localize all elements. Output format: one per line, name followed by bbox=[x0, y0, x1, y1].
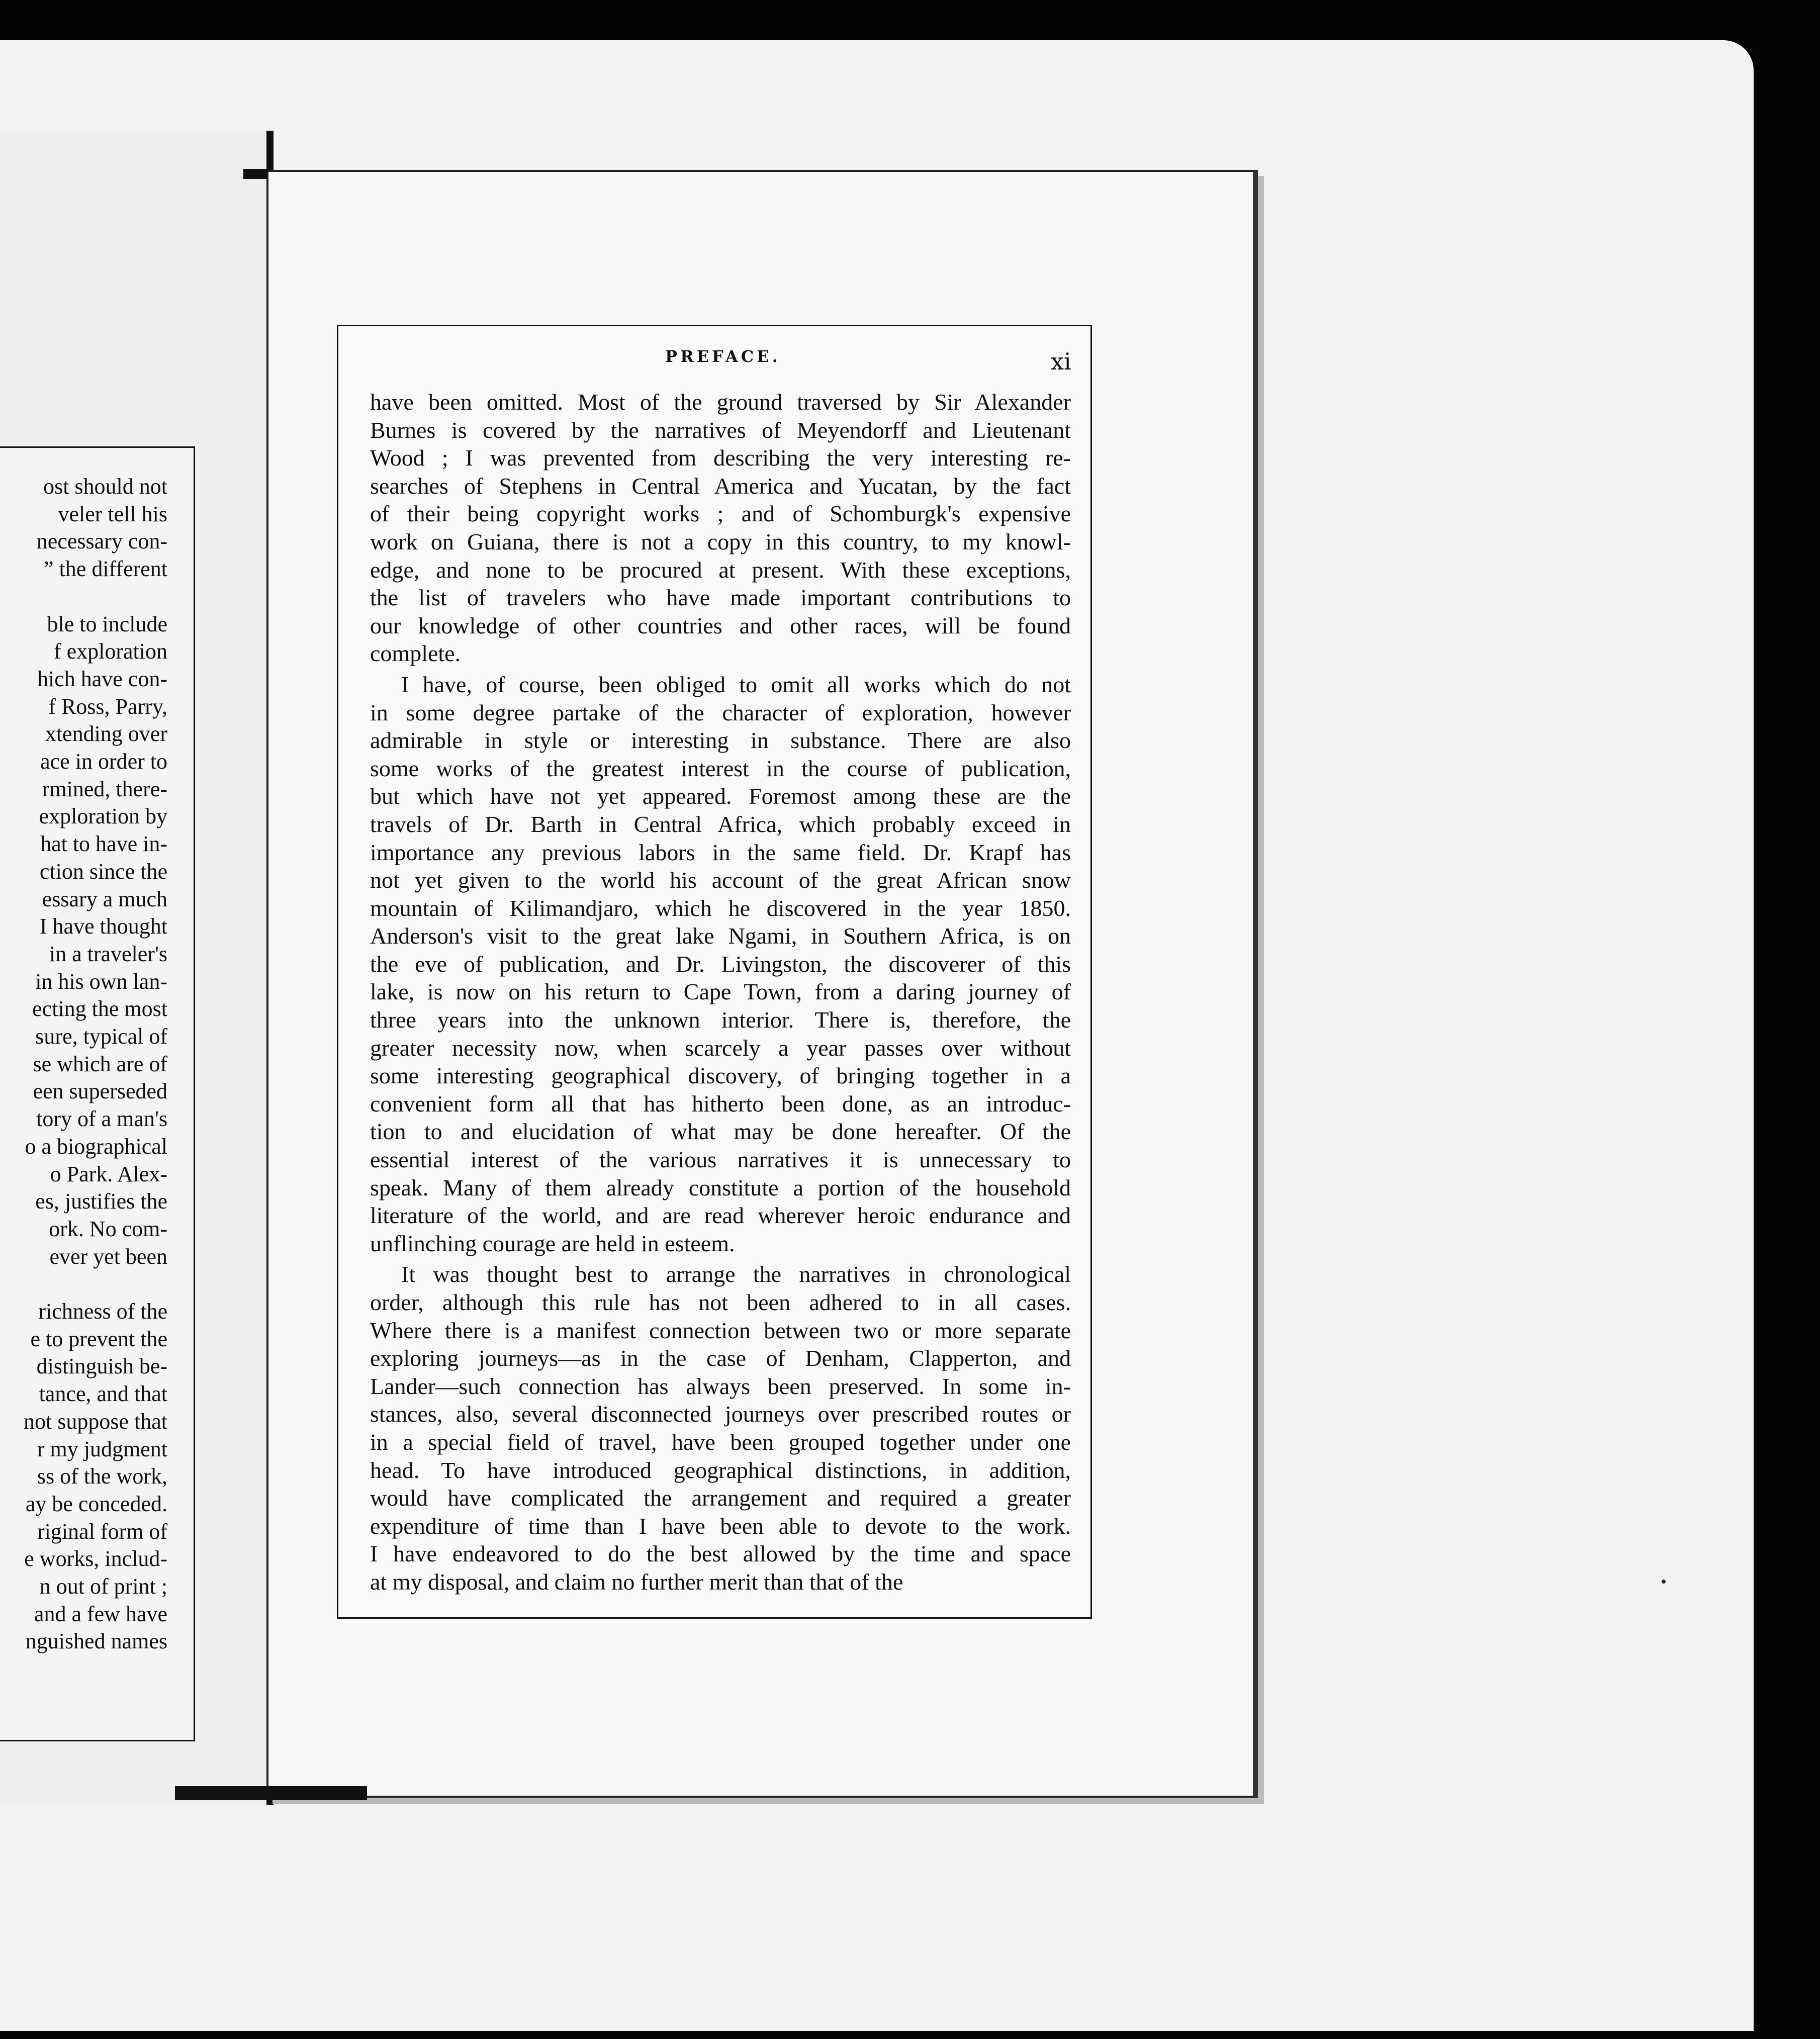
left-page-line: ay be conceded. bbox=[25, 1491, 167, 1516]
text-line: in a special field of travel, have been grouped together under one bbox=[370, 1429, 1071, 1455]
text-line: of their being copyright works ; and of Schomburgk's expensive bbox=[370, 501, 1071, 527]
left-page-line: r my judgment bbox=[37, 1436, 167, 1461]
left-page bbox=[0, 131, 274, 1805]
binding-edge bbox=[243, 169, 267, 179]
text-line: tion to and elucidation of what may be done hereafter. Of the bbox=[370, 1119, 1071, 1145]
text-line: would have complicated the arrangement and required a greater bbox=[370, 1485, 1071, 1511]
text-line: some works of the greatest interest in the course of publication, bbox=[370, 755, 1071, 781]
text-line: importance any previous labors in the same field. Dr. Krapf has bbox=[370, 839, 1071, 865]
page-body bbox=[370, 388, 1071, 1596]
left-page-line: o Park. Alex- bbox=[50, 1161, 167, 1186]
text-line: travels of Dr. Barth in Central Africa, which probably exceed in bbox=[370, 811, 1071, 837]
left-page-line: ost should not bbox=[43, 474, 167, 499]
text-line: our knowledge of other countries and other races, will be found bbox=[370, 612, 1071, 638]
left-page-line: ork. No com- bbox=[49, 1216, 167, 1241]
left-page-line: in a traveler's bbox=[49, 941, 167, 966]
left-page-line: exploration by bbox=[39, 804, 167, 829]
text-line: unflinching courage are held in esteem. bbox=[370, 1230, 735, 1256]
left-page-line: hich have con- bbox=[37, 666, 167, 691]
binding-shadow bbox=[175, 1786, 367, 1800]
left-page-line: distinguish be- bbox=[36, 1354, 167, 1379]
left-page-line: ” the different bbox=[44, 557, 167, 582]
text-line: lake, is now on his return to Cape Town, from a daring journey of bbox=[370, 979, 1071, 1005]
left-page-line: tory of a man's bbox=[36, 1106, 167, 1132]
text-line: Burnes is covered by the narratives of Meyendorff and Lieutenant bbox=[370, 417, 1071, 443]
left-page-line: sure, typical of bbox=[35, 1024, 167, 1049]
left-page-line: tance, and that bbox=[39, 1381, 167, 1407]
left-page-line: es, justifies the bbox=[35, 1189, 167, 1214]
left-page-line: hat to have in- bbox=[40, 831, 167, 857]
left-page-line: not suppose that bbox=[24, 1409, 167, 1434]
left-page-line: f exploration bbox=[53, 639, 167, 664]
left-page-line: veler tell his bbox=[58, 501, 167, 526]
text-line: stances, also, several disconnected journeys over prescribed routes or bbox=[370, 1401, 1071, 1427]
left-page-line: and a few have bbox=[34, 1601, 167, 1626]
left-page-line: in his own lan- bbox=[35, 969, 167, 994]
text-line: essential interest of the various narratives it is unnecessary to bbox=[370, 1147, 1071, 1173]
text-line: exploring journeys—as in the case of Denham, Clapperton, and bbox=[370, 1345, 1071, 1371]
left-page-line: richness of the bbox=[38, 1299, 167, 1324]
page-number: xi bbox=[1051, 348, 1071, 375]
text-line: Where there is a manifest connection between two or more separate bbox=[370, 1317, 1071, 1343]
left-page-line: f Ross, Parry, bbox=[48, 694, 167, 719]
left-page-line: se which are of bbox=[33, 1051, 167, 1076]
text-line: searches of Stephens in Central America and Yucatan, by the fact bbox=[370, 473, 1071, 499]
text-line: in some degree partake of the character of exploration, however bbox=[370, 699, 1071, 725]
text-line: have been omitted. Most of the ground traversed by Sir Alexander bbox=[370, 389, 1071, 415]
text-line: Lander—such connection has always been preserved. In some in- bbox=[370, 1373, 1071, 1399]
left-page-line: een superseded bbox=[33, 1079, 167, 1104]
text-line: complete. bbox=[370, 640, 461, 667]
text-line: Anderson's visit to the great lake Ngami, in Southern Africa, is on bbox=[370, 923, 1071, 949]
text-line: convenient form all that has hitherto been done, as an introduc- bbox=[370, 1090, 1071, 1117]
text-line: speak. Many of them already constitute a portion of the household bbox=[370, 1174, 1071, 1200]
left-page-line: I have thought bbox=[39, 914, 167, 939]
left-page-text-frame bbox=[0, 446, 195, 1741]
left-page-line: xtending over bbox=[45, 721, 167, 747]
text-line: expenditure of time than I have been able to devote to the work. bbox=[370, 1513, 1071, 1539]
text-line: I have endeavored to do the best allowed by the time and space bbox=[370, 1541, 1071, 1567]
left-page-line: ever yet been bbox=[49, 1244, 167, 1269]
left-page-line: riginal form of bbox=[37, 1519, 167, 1544]
left-page-line: n out of print ; bbox=[39, 1574, 167, 1599]
running-head: PREFACE. bbox=[665, 347, 781, 366]
text-line: the eve of publication, and Dr. Livingston, the discoverer of this bbox=[370, 951, 1071, 977]
left-page-line: ace in order to bbox=[40, 749, 167, 774]
text-line: It was thought best to arrange the narratives in chronological bbox=[401, 1261, 1071, 1287]
left-page-line: ecting the most bbox=[32, 996, 167, 1022]
text-line: order, although this rule has not been adhered to in all cases. bbox=[370, 1289, 1071, 1315]
text-line: the list of travelers who have made important contributions to bbox=[370, 585, 1071, 611]
left-page-line: e to prevent the bbox=[30, 1326, 167, 1351]
left-page-line: rmined, there- bbox=[42, 776, 167, 801]
text-line: I have, of course, been obliged to omit all works which do not bbox=[401, 671, 1071, 697]
text-line: Wood ; I was prevented from describing the very interesting re- bbox=[370, 445, 1071, 471]
left-page-line: nguished names bbox=[25, 1629, 167, 1654]
text-line: head. To have introduced geographical distinctions, in addition, bbox=[370, 1457, 1071, 1483]
text-line: mountain of Kilimandjaro, which he discovered in the year 1850. bbox=[370, 895, 1071, 921]
left-page-line: necessary con- bbox=[36, 529, 167, 554]
left-page-line: o a biographical bbox=[25, 1134, 167, 1159]
text-line: not yet given to the world his account of the great African snow bbox=[370, 867, 1071, 893]
left-page-line: essary a much bbox=[42, 886, 167, 911]
text-line: work on Guiana, there is not a copy in this country, to my knowl- bbox=[370, 528, 1071, 554]
text-line: at my disposal, and claim no further merit than that of the bbox=[370, 1568, 903, 1595]
text-line: but which have not yet appeared. Foremost among these are the bbox=[370, 783, 1071, 809]
text-line: some interesting geographical discovery, of bringing together in a bbox=[370, 1063, 1071, 1089]
text-line: admirable in style or interesting in substance. There are also bbox=[370, 727, 1071, 754]
text-line: literature of the world, and are read wherever heroic endurance and bbox=[370, 1202, 1071, 1229]
text-line: edge, and none to be procured at present. With these exceptions, bbox=[370, 557, 1071, 583]
scan-speck bbox=[1662, 1580, 1666, 1584]
left-page-line: e works, includ- bbox=[24, 1546, 167, 1571]
left-page-line: ble to include bbox=[47, 611, 167, 636]
left-page-line: ction since the bbox=[39, 859, 167, 884]
text-line: greater necessity now, when scarcely a year passes over without bbox=[370, 1035, 1071, 1061]
left-page-line: ss of the work, bbox=[37, 1464, 167, 1489]
text-line: three years into the unknown interior. There is, therefore, the bbox=[370, 1007, 1071, 1033]
